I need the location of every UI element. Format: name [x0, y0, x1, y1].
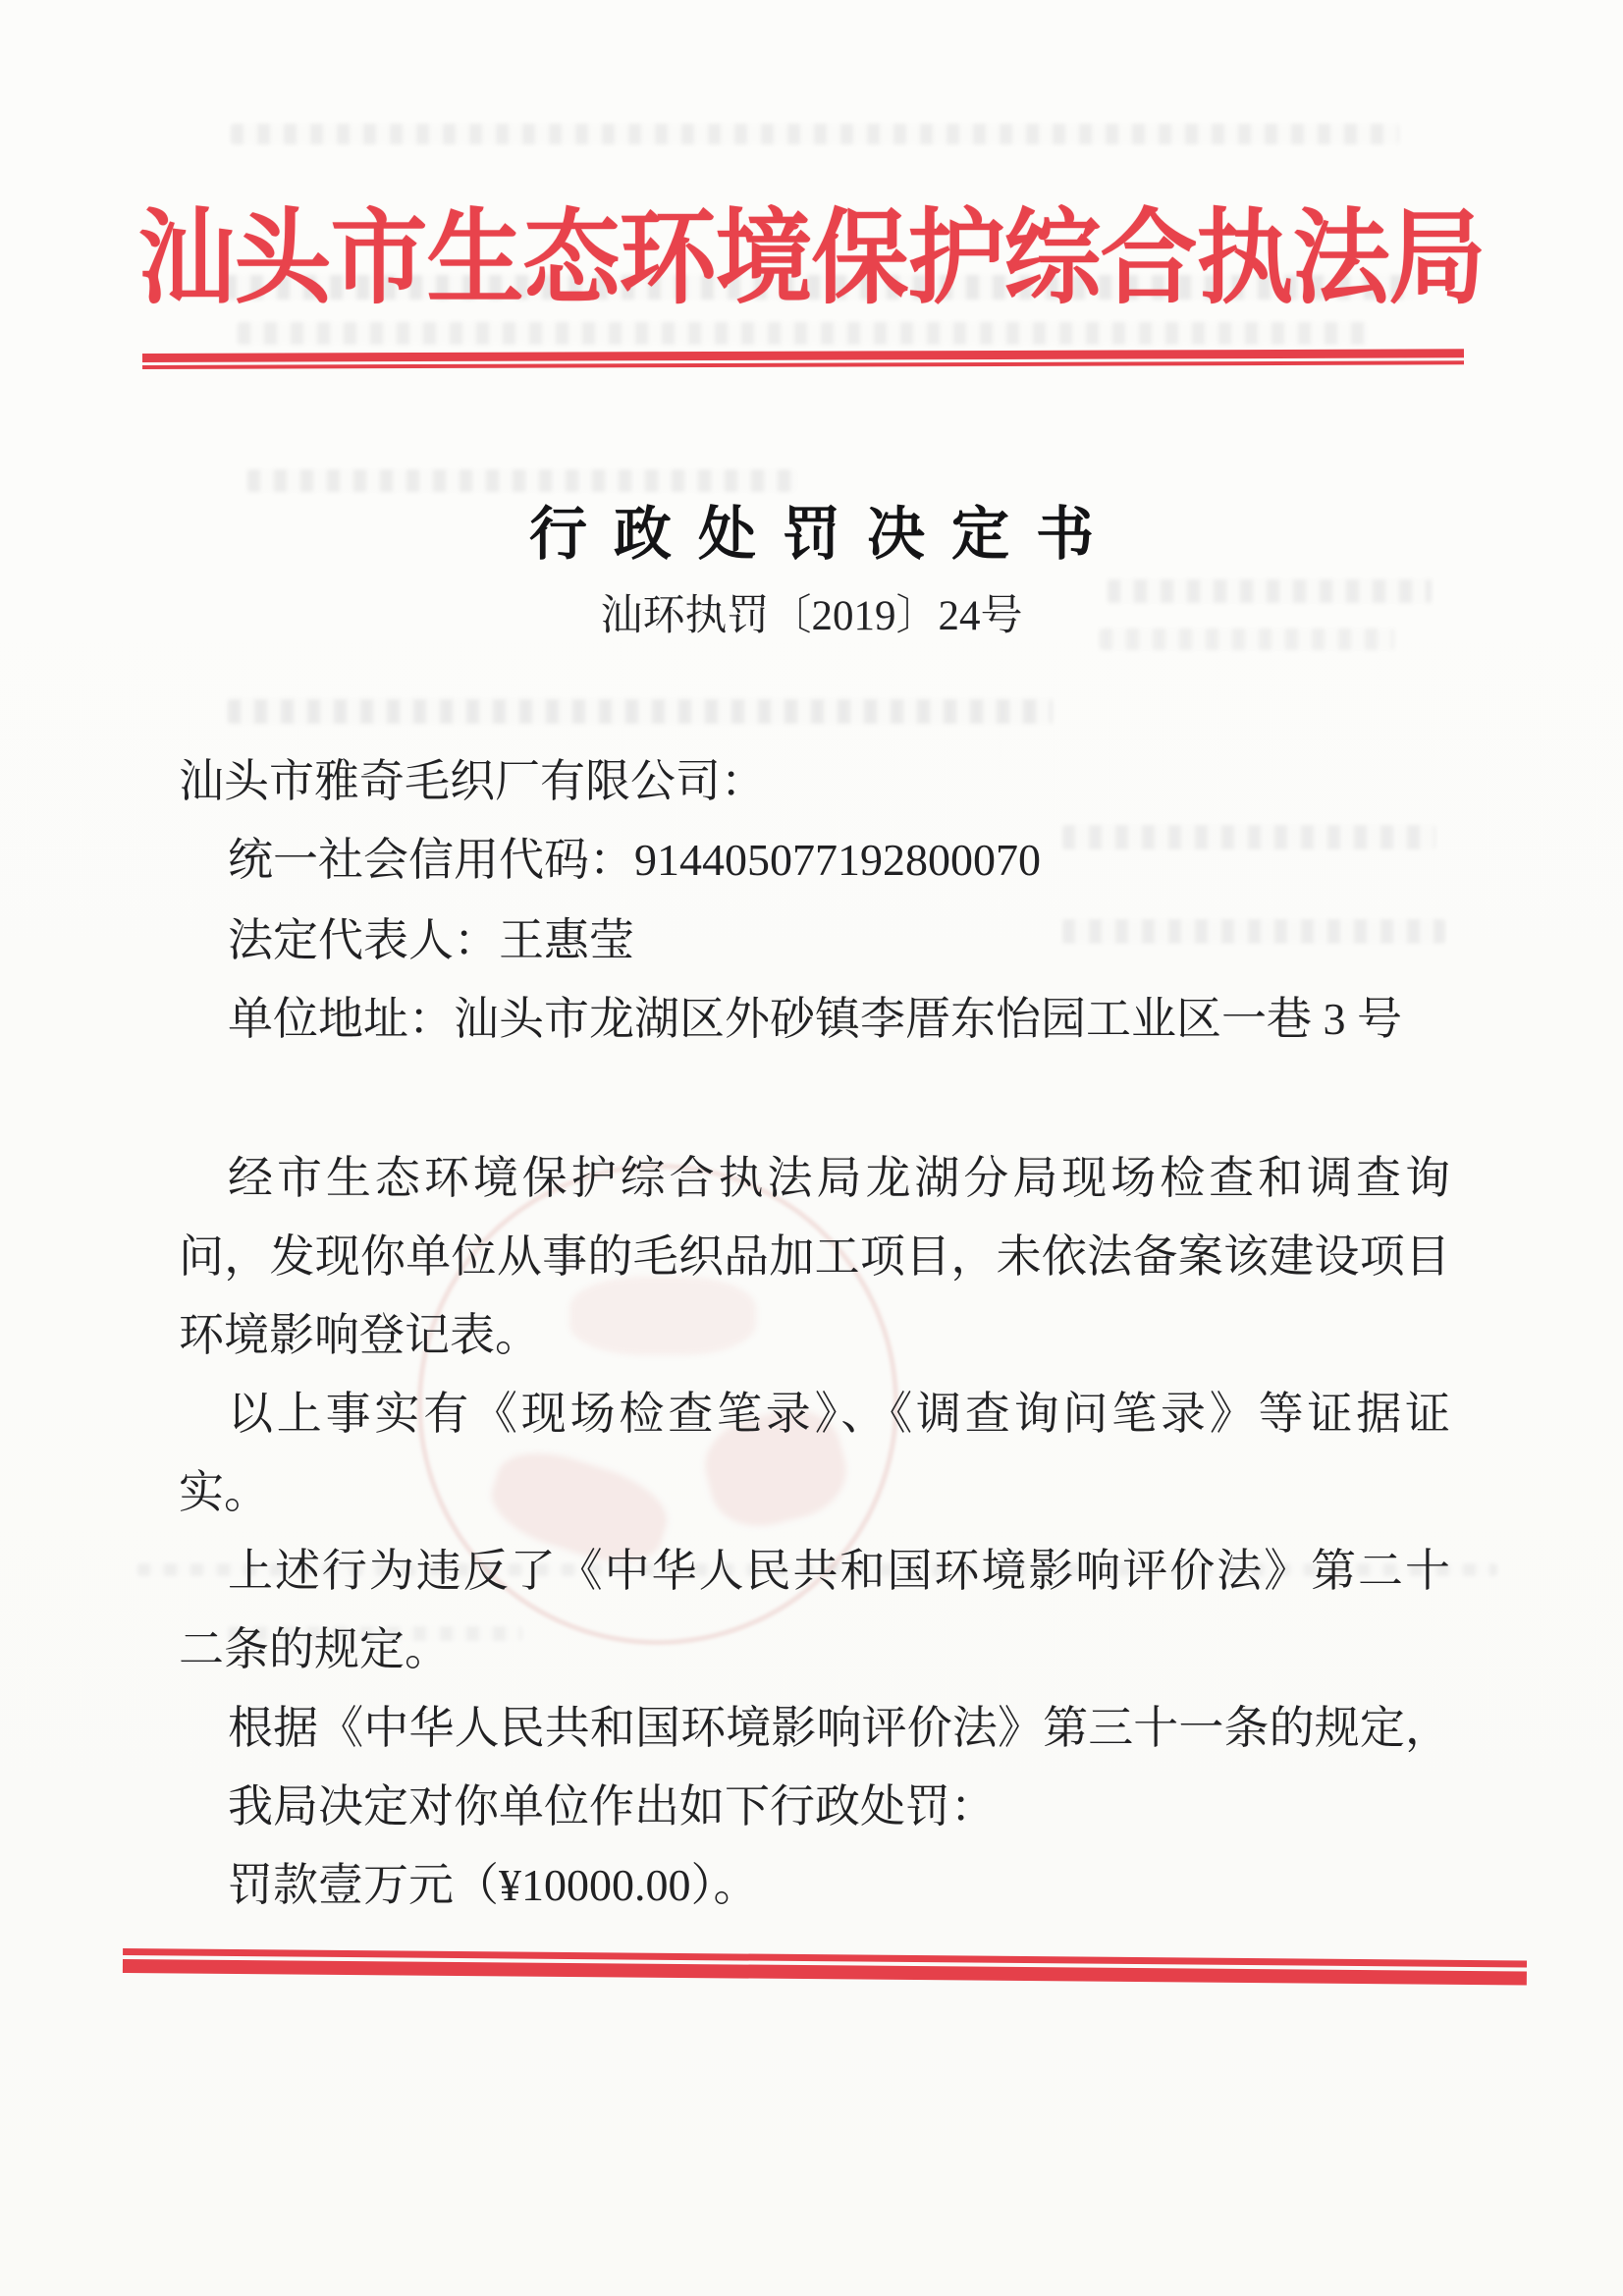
- findings-paragraph-line-3: 环境影响登记表。: [179, 1310, 540, 1360]
- violation-paragraph-line-1: 上述行为违反了《中华人民共和国环境影响评价法》第二十: [228, 1546, 1450, 1596]
- evidence-paragraph-line-1: 以上事实有《现场检查笔录》、《调查询问笔录》等证据证: [228, 1389, 1450, 1439]
- evidence-paragraph-line-2: 实。: [179, 1467, 269, 1517]
- agency-letterhead: 汕头市生态环境保护综合执法局: [137, 202, 1486, 317]
- credit-code-line: 统一社会信用代码：914405077192800070: [228, 835, 1041, 885]
- recipient-line: 汕头市雅奇毛织厂有限公司：: [179, 756, 766, 806]
- findings-paragraph-line-2: 问，发现你单位从事的毛织品加工项目，未依法备案该建设项目: [179, 1231, 1450, 1282]
- penalty-amount-line: 罚款壹万元（¥10000.00）。: [228, 1860, 759, 1910]
- company-address-line: 单位地址：汕头市龙湖区外砂镇李厝东怡园工业区一巷 3 号: [228, 994, 1402, 1044]
- decision-paragraph-line-2: 我局决定对你单位作出如下行政处罚：: [228, 1781, 996, 1831]
- bleed-through-artifact: [238, 322, 1367, 345]
- bleed-through-artifact: [247, 469, 797, 492]
- decision-paragraph-line-1: 根据《中华人民共和国环境影响评价法》第三十一条的规定，: [228, 1703, 1450, 1753]
- findings-paragraph-line-1: 经市生态环境保护综合执法局龙湖分局现场检查和调查询: [228, 1153, 1450, 1203]
- bleed-through-artifact: [231, 124, 1399, 144]
- legal-representative-line: 法定代表人：王惠莹: [228, 915, 634, 965]
- document-title: 行政处罚决定书: [528, 502, 1120, 567]
- violation-paragraph-line-2: 二条的规定。: [179, 1624, 450, 1674]
- document-number: 汕环执罚〔2019〕24号: [600, 593, 1023, 639]
- letterhead-divider-line: [142, 349, 1464, 369]
- bleed-through-artifact: [228, 699, 1053, 724]
- footer-divider-line: [123, 1948, 1527, 1985]
